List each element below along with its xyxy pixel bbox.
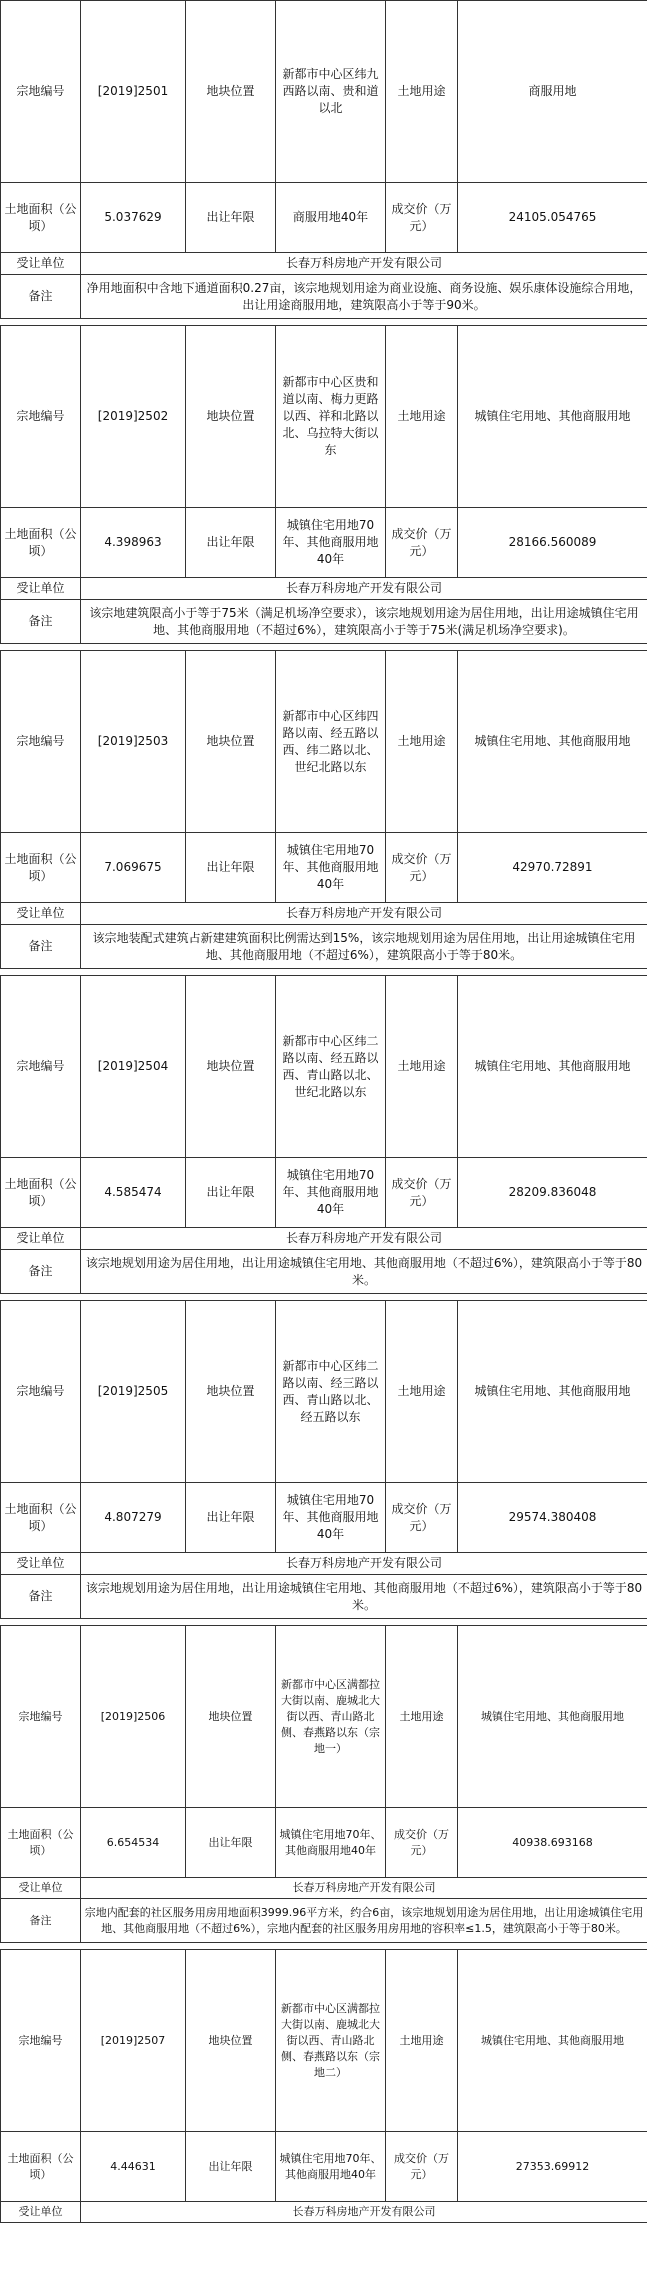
price-label: 成交价（万元） xyxy=(386,508,458,578)
remarks-value: 净用地面积中含地下通道面积0.27亩，该宗地规划用途为商业设施、商务设施、娱乐康体设施综合用地，出让用途商服用地，建筑限高小于等于90米。 xyxy=(81,275,647,319)
location-value: 新都市中心区纬四路以南、经五路以西、纬二路以北、世纪北路以东 xyxy=(276,651,386,833)
term-label: 出让年限 xyxy=(186,508,276,578)
remarks-label: 备注 xyxy=(1,1899,81,1943)
parcel-row-area xyxy=(1,1158,647,1228)
parcel-no-label: 宗地编号 xyxy=(1,1,81,183)
price-label: 成交价（万元） xyxy=(386,1808,458,1878)
location-value: 新都市中心区纬二路以南、经五路以西、青山路以北、世纪北路以东 xyxy=(276,976,386,1158)
area-label: 土地面积（公顷） xyxy=(1,833,81,903)
land-use-label: 土地用途 xyxy=(386,1626,458,1808)
remarks-value: 该宗地装配式建筑占新建建筑面积比例需达到15%，该宗地规划用途为居住用地，出让用途城镇住宅用地、其他商服用地（不超过6%），建筑限高小于等于80米。 xyxy=(81,925,647,969)
location-label: 地块位置 xyxy=(186,1,276,183)
land-use-value: 商服用地 xyxy=(458,1,647,183)
remarks-label: 备注 xyxy=(1,1250,81,1294)
area-value: 6.654534 xyxy=(81,1808,186,1878)
area-value: 4.585474 xyxy=(81,1158,186,1228)
buyer-label: 受让单位 xyxy=(1,903,81,925)
parcel-no-label: 宗地编号 xyxy=(1,1950,81,2132)
parcel-row-main xyxy=(1,1950,647,2132)
parcel-row-area xyxy=(1,2132,647,2202)
location-label: 地块位置 xyxy=(186,1950,276,2132)
area-value: 4.807279 xyxy=(81,1483,186,1553)
remarks-value: 宗地内配套的社区服务用房用地面积3999.96平方米，约合6亩，该宗地规划用途为居住用地，出让用途城镇住宅用地、其他商服用地（不超过6%），宗地内配套的社区服务用房用地的容积率≤1.5，建筑限高小于等于80米。 xyxy=(81,1899,647,1943)
parcel-row-area xyxy=(1,183,647,253)
term-label: 出让年限 xyxy=(186,833,276,903)
parcel-row-buyer xyxy=(1,253,647,275)
location-label: 地块位置 xyxy=(186,1626,276,1808)
area-value: 7.069675 xyxy=(81,833,186,903)
remarks-value: 该宗地规划用途为居住用地，出让用途城镇住宅用地、其他商服用地（不超过6%），建筑限高小于等于80米。 xyxy=(81,1575,647,1619)
parcel-table xyxy=(0,975,647,1294)
term-value: 城镇住宅用地70年、其他商服用地40年 xyxy=(276,1808,386,1878)
price-value: 42970.72891 xyxy=(458,833,647,903)
price-label: 成交价（万元） xyxy=(386,2132,458,2202)
price-label: 成交价（万元） xyxy=(386,183,458,253)
land-use-value: 城镇住宅用地、其他商服用地 xyxy=(458,651,647,833)
parcel-no-value: [2019]2502 xyxy=(81,326,186,508)
land-use-value: 城镇住宅用地、其他商服用地 xyxy=(458,326,647,508)
parcel-row-remarks xyxy=(1,600,647,644)
area-label: 土地面积（公顷） xyxy=(1,1158,81,1228)
parcel-table xyxy=(0,325,647,644)
area-value: 4.398963 xyxy=(81,508,186,578)
parcel-row-main xyxy=(1,1301,647,1483)
buyer-value: 长春万科房地产开发有限公司 xyxy=(81,903,647,925)
location-value: 新都市中心区纬九西路以南、贵和道以北 xyxy=(276,1,386,183)
parcel-no-value: [2019]2504 xyxy=(81,976,186,1158)
term-label: 出让年限 xyxy=(186,1808,276,1878)
price-value: 29574.380408 xyxy=(458,1483,647,1553)
area-label: 土地面积（公顷） xyxy=(1,508,81,578)
buyer-label: 受让单位 xyxy=(1,253,81,275)
land-use-label: 土地用途 xyxy=(386,1950,458,2132)
term-label: 出让年限 xyxy=(186,183,276,253)
buyer-value: 长春万科房地产开发有限公司 xyxy=(81,2202,647,2223)
remarks-label: 备注 xyxy=(1,925,81,969)
land-use-label: 土地用途 xyxy=(386,1,458,183)
buyer-value: 长春万科房地产开发有限公司 xyxy=(81,578,647,600)
term-label: 出让年限 xyxy=(186,2132,276,2202)
parcel-no-label: 宗地编号 xyxy=(1,1301,81,1483)
term-value: 城镇住宅用地70年、其他商服用地40年 xyxy=(276,508,386,578)
parcel-row-remarks xyxy=(1,925,647,969)
parcel-table xyxy=(0,0,647,319)
remarks-value: 该宗地建筑限高小于等于75米（满足机场净空要求），该宗地规划用途为居住用地，出让用途城镇住宅用地、其他商服用地（不超过6%），建筑限高小于等于75米(满足机场净空要求)。 xyxy=(81,600,647,644)
parcel-row-remarks xyxy=(1,1899,647,1943)
land-use-label: 土地用途 xyxy=(386,651,458,833)
land-use-value: 城镇住宅用地、其他商服用地 xyxy=(458,1626,647,1808)
parcel-no-label: 宗地编号 xyxy=(1,1626,81,1808)
buyer-label: 受让单位 xyxy=(1,1553,81,1575)
term-value: 城镇住宅用地70年、其他商服用地40年 xyxy=(276,833,386,903)
term-value: 城镇住宅用地70年、其他商服用地40年 xyxy=(276,1483,386,1553)
parcel-row-remarks xyxy=(1,1575,647,1619)
remarks-label: 备注 xyxy=(1,600,81,644)
buyer-value: 长春万科房地产开发有限公司 xyxy=(81,1878,647,1899)
area-label: 土地面积（公顷） xyxy=(1,1483,81,1553)
parcel-row-buyer xyxy=(1,578,647,600)
parcel-row-main xyxy=(1,326,647,508)
parcel-row-main xyxy=(1,1626,647,1808)
location-value: 新都市中心区满都拉大街以南、鹿城北大街以西、青山路北侧、春燕路以东（宗地一） xyxy=(276,1626,386,1808)
location-label: 地块位置 xyxy=(186,326,276,508)
parcel-table xyxy=(0,1625,647,1943)
location-value: 新都市中心区贵和道以南、梅力更路以西、祥和北路以北、乌拉特大街以东 xyxy=(276,326,386,508)
parcel-row-main xyxy=(1,651,647,833)
remarks-label: 备注 xyxy=(1,1575,81,1619)
land-use-value: 城镇住宅用地、其他商服用地 xyxy=(458,1301,647,1483)
parcel-row-main xyxy=(1,976,647,1158)
remarks-value: 该宗地规划用途为居住用地，出让用途城镇住宅用地、其他商服用地（不超过6%），建筑限高小于等于80米。 xyxy=(81,1250,647,1294)
location-label: 地块位置 xyxy=(186,651,276,833)
term-value: 商服用地40年 xyxy=(276,183,386,253)
term-label: 出让年限 xyxy=(186,1483,276,1553)
area-label: 土地面积（公顷） xyxy=(1,1808,81,1878)
parcel-row-buyer xyxy=(1,1553,647,1575)
parcel-row-buyer xyxy=(1,2202,647,2223)
land-use-value: 城镇住宅用地、其他商服用地 xyxy=(458,976,647,1158)
parcel-no-value: [2019]2506 xyxy=(81,1626,186,1808)
buyer-label: 受让单位 xyxy=(1,1228,81,1250)
land-use-label: 土地用途 xyxy=(386,1301,458,1483)
parcel-table xyxy=(0,650,647,969)
buyer-label: 受让单位 xyxy=(1,1878,81,1899)
location-value: 新都市中心区满都拉大街以南、鹿城北大街以西、青山路北侧、春燕路以东（宗地二） xyxy=(276,1950,386,2132)
location-label: 地块位置 xyxy=(186,1301,276,1483)
parcel-no-value: [2019]2503 xyxy=(81,651,186,833)
location-value: 新都市中心区纬二路以南、经三路以西、青山路以北、经五路以东 xyxy=(276,1301,386,1483)
remarks-label: 备注 xyxy=(1,275,81,319)
price-label: 成交价（万元） xyxy=(386,1158,458,1228)
parcel-row-area xyxy=(1,1483,647,1553)
buyer-value: 长春万科房地产开发有限公司 xyxy=(81,1553,647,1575)
area-label: 土地面积（公顷） xyxy=(1,2132,81,2202)
parcel-table xyxy=(0,1949,647,2223)
parcel-row-area xyxy=(1,1808,647,1878)
price-value: 27353.69912 xyxy=(458,2132,647,2202)
parcel-row-area xyxy=(1,833,647,903)
price-value: 24105.054765 xyxy=(458,183,647,253)
term-label: 出让年限 xyxy=(186,1158,276,1228)
parcel-no-value: [2019]2505 xyxy=(81,1301,186,1483)
term-value: 城镇住宅用地70年、其他商服用地40年 xyxy=(276,2132,386,2202)
parcel-row-buyer xyxy=(1,1878,647,1899)
price-label: 成交价（万元） xyxy=(386,833,458,903)
parcel-row-buyer xyxy=(1,903,647,925)
parcel-no-value: [2019]2507 xyxy=(81,1950,186,2132)
area-value: 4.44631 xyxy=(81,2132,186,2202)
price-label: 成交价（万元） xyxy=(386,1483,458,1553)
parcel-no-label: 宗地编号 xyxy=(1,976,81,1158)
parcel-table xyxy=(0,1300,647,1619)
parcel-row-main xyxy=(1,1,647,183)
term-value: 城镇住宅用地70年、其他商服用地40年 xyxy=(276,1158,386,1228)
parcel-row-buyer xyxy=(1,1228,647,1250)
land-use-label: 土地用途 xyxy=(386,976,458,1158)
area-value: 5.037629 xyxy=(81,183,186,253)
parcel-row-area xyxy=(1,508,647,578)
parcel-row-remarks xyxy=(1,1250,647,1294)
land-use-value: 城镇住宅用地、其他商服用地 xyxy=(458,1950,647,2132)
buyer-label: 受让单位 xyxy=(1,578,81,600)
buyer-label: 受让单位 xyxy=(1,2202,81,2223)
price-value: 28209.836048 xyxy=(458,1158,647,1228)
parcel-no-label: 宗地编号 xyxy=(1,651,81,833)
buyer-value: 长春万科房地产开发有限公司 xyxy=(81,1228,647,1250)
price-value: 28166.560089 xyxy=(458,508,647,578)
parcel-no-label: 宗地编号 xyxy=(1,326,81,508)
location-label: 地块位置 xyxy=(186,976,276,1158)
land-use-label: 土地用途 xyxy=(386,326,458,508)
parcel-row-remarks xyxy=(1,275,647,319)
parcel-no-value: [2019]2501 xyxy=(81,1,186,183)
area-label: 土地面积（公顷） xyxy=(1,183,81,253)
buyer-value: 长春万科房地产开发有限公司 xyxy=(81,253,647,275)
price-value: 40938.693168 xyxy=(458,1808,647,1878)
